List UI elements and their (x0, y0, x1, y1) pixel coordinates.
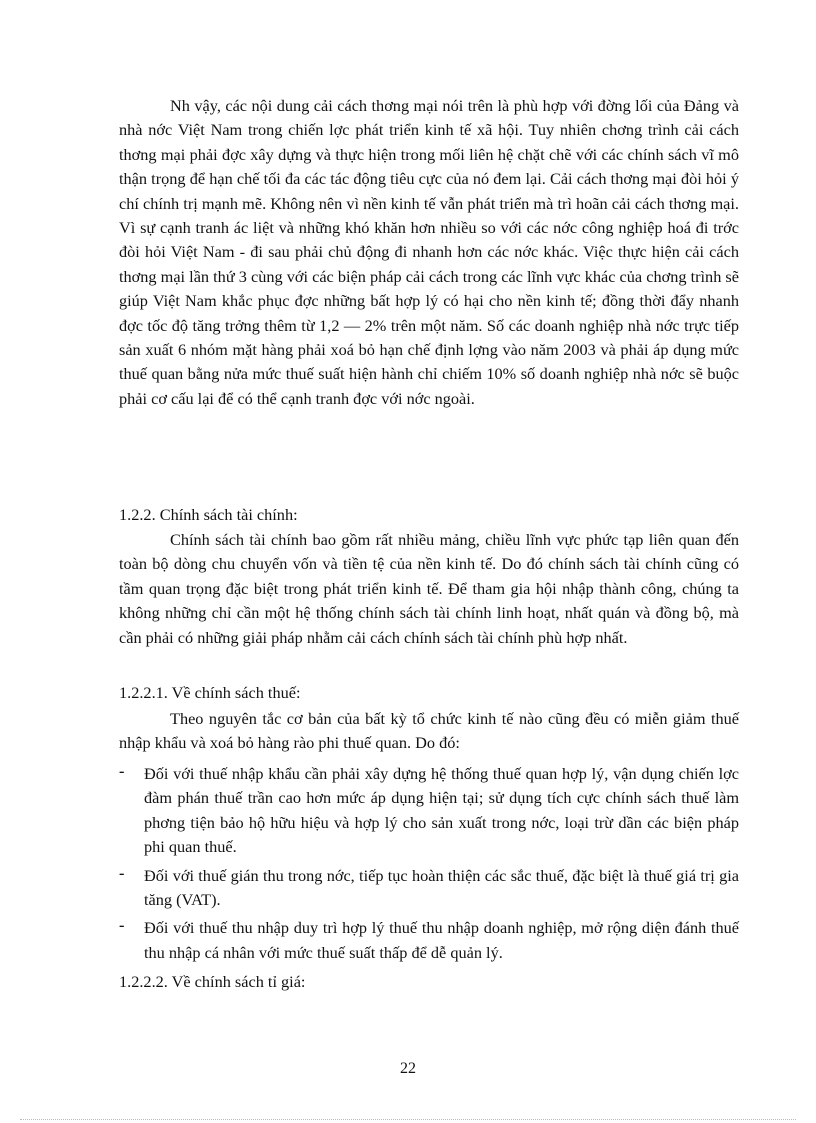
list-item (119, 762, 739, 860)
list-item (119, 916, 739, 965)
section-heading-exchange-rate-policy: 1.2.2.2. Về chính sách tỉ giá: (119, 972, 306, 991)
list-item-text: Đối với thuế gián thu trong nớc, tiếp tục hoàn thiện các sắc thuế, đặc biệt là thuế giá trị gia tăng (VAT). (144, 865, 739, 910)
paragraph-tax-policy-intro: Theo nguyên tắc cơ bản của bất kỳ tổ chức kinh tế nào cũng đều có miễn giảm thuế nhập khẩu và xoá bỏ hàng rào phi thuế quan. Do đó: (119, 709, 739, 753)
list-item-text: Đối với thuế nhập khẩu cần phải xây dựng hệ thống thuế quan hợp lý, vận dụng chiến lợc đàm phán thuế trần cao hơn mức áp dụng hiện tại; sử dụng tích cực chính sách thuế làm phơng tiện bảo hộ hữu hiệu và hợp lý cho sản xuất trong nớc, loại trừ dần các biện pháp phi quan thuế. (144, 764, 739, 857)
paragraph-trade-reform: Nh vậy, các nội dung cải cách thơng mại nói trên là phù hợp với đờng lối của Đảng và nhà nớc Việt Nam trong chiến lợc phát triển kinh tế xã hội. Tuy nhiên chơng trình cải cách thơng mại phải đợc xây dựng và thực hiện trong mối liên hệ chặt chẽ với các chính sách vĩ mô thận trọng để hạn chế tối đa các tác động tiêu cực của nó đem lại. Cải cách thơng mại đòi hỏi ý chí chính trị mạnh mẽ. Không nên vì nền kinh tế vẫn phát triển mà trì hoãn cải cách thơng mại. Vì sự cạnh tranh ác liệt và những khó khăn hơn nhiều so với các nớc công nghiệp hoá đi trớc đòi hỏi Việt Nam - đi sau phải chủ động đi nhanh hơn các nớc khác. Việc thực hiện cải cách thơng mại lần thứ 3 cùng với các biện pháp cải cách trong các lĩnh vực khác của chơng trình sẽ giúp Việt Nam khắc phục đợc những bất hợp lý có hại cho nền kinh tế; đồng thời đẩy nhanh đợc tốc độ tăng trởng thêm từ 1,2 — 2% trên một năm. Số các doanh nghiệp nhà nớc trực tiếp sản xuất 6 nhóm mặt hàng phải xoá bỏ hạn chế định lợng vào năm 2003 và phải áp dụng mức thuế quan bằng nửa mức thuế suất hiện hành chỉ chiếm 10% số doanh nghiệp nhà nớc sẽ buộc phải cơ cấu lại để có thể cạnh tranh đợc với nớc ngoài. (119, 96, 739, 408)
tax-policy-bullet-list (119, 762, 739, 969)
bullet-dash: - (119, 862, 125, 882)
bullet-dash: - (119, 761, 125, 780)
page-bottom-divider (20, 1119, 796, 1120)
list-item (119, 864, 739, 913)
list-item-text: Đối với thuế thu nhập duy trì hợp lý thuế thu nhập doanh nghiệp, mở rộng diện đánh thuế thu nhập cá nhân với mức thuế suất thấp để dễ quản lý. (144, 918, 739, 962)
paragraph-fiscal-policy: Chính sách tài chính bao gồm rất nhiều mảng, chiều lĩnh vực phức tạp liên quan đến toàn bộ dòng chu chuyển vốn và tiền tệ của nền kinh tế. Do đó chính sách tài chính cũng có tầm quan trọng đặc biệt trong phát triển kinh tế. Để tham gia hội nhập thành công, chúng ta không những chỉ cần một hệ thống chính sách tài chính linh hoạt, nhất quán và đồng bộ, mà cần phải có những giải pháp nhằm cải cách chính sách tài chính phù hợp nhất. (119, 530, 739, 647)
section-heading-tax-policy: 1.2.2.1. Về chính sách thuế: (119, 683, 301, 702)
section-heading-fiscal-policy: 1.2.2. Chính sách tài chính: (119, 505, 298, 524)
bullet-dash: - (119, 915, 125, 935)
page-number: 22 (400, 1060, 416, 1077)
